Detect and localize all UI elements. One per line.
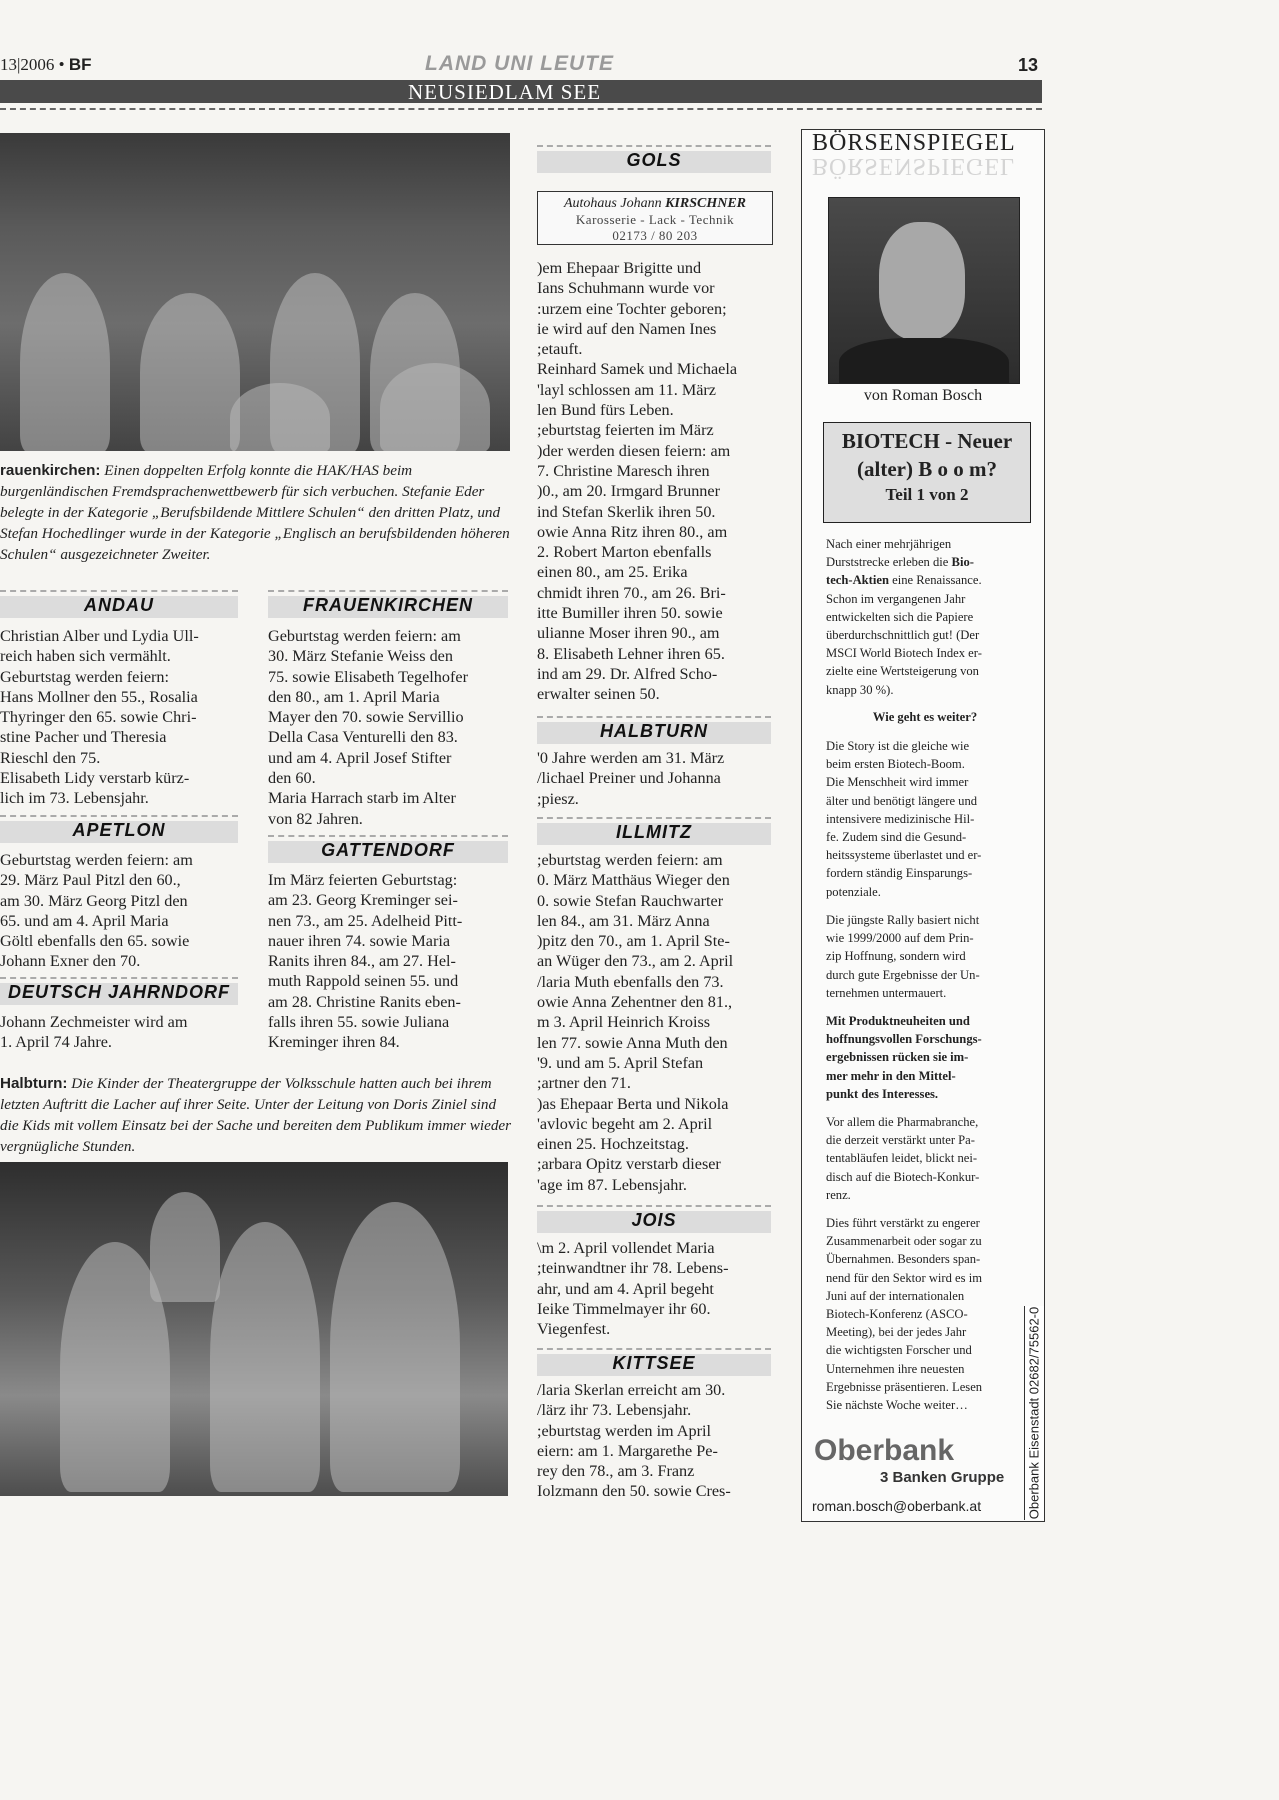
photo-halbturn [0, 1162, 508, 1496]
head-halbturn: HALBTURN [537, 716, 771, 748]
photo-frauenkirchen [0, 133, 510, 451]
text-halbturn: '0 Jahre werden am 31. März /lichael Preiner und Johanna ;piesz. [537, 749, 725, 808]
text-frauenkirchen: Geburtstag werden feiern: am 30. März Stefanie Weiss den 75. sowie Elisabeth Tegelhofer den 80., am 1. April Maria Mayer den 70. sowie Servillio Della Casa Venturelli den 83. und am 4. April Josef Stifter den 60. Maria Harrach starb im Alter von 82 Jahren. [268, 627, 468, 828]
issue-info [0, 55, 92, 75]
text-kittsee: /laria Skerlan erreicht am 30. /lärz ihr 73. Lebensjahr. ;eburtstag werden im April eiern: am 1. Margarethe Pe- rey den 78., am 3. Franz Iolzmann den 50. sowie Cres- [537, 1381, 731, 1501]
boersenspiegel-title-reflection: BÖRSENSPIEGEL [812, 153, 1016, 179]
sidebar-paragraph-5: Vor allem die Pharmabranche, die derzeit verstärkt unter Pa- tentabläufen leidet, blickt nei- disch auf die Biotech-Konkur- renz. [826, 1115, 980, 1202]
head-andau: ANDAU [0, 590, 238, 622]
ad-services: Karosserie - Lack - Technik [575, 212, 735, 227]
author-byline: von Roman Bosch [863, 387, 983, 404]
head-apetlon: APETLON [0, 815, 238, 847]
caption-place: rauenkirchen: [0, 462, 101, 479]
issue-number: 13|2006 [0, 55, 55, 74]
sidebar-paragraph-2: Die Story ist die gleiche wie beim ersten Biotech-Boom. Die Menschheit wird immer älter und benötigt längere und intensivere medizinische Hil- fe. Zudem sind die Gesund- heitssysteme überlastet und er- fordern ständig Einsparungs- potenziale. [826, 739, 982, 899]
article-headline-box [823, 422, 1031, 523]
text-andau: Christian Alber und Lydia Ull- reich haben sich vermählt. Geburtstag werden feiern: Hans Mollner den 55., Rosalia Thyringer den 65. sowie Chri- stine Pacher und Theresia Rieschl den 75. Elisabeth Lidy verstarb kürz- lich im 73. Lebensjahr. [0, 627, 199, 808]
section-title: LAND UNI LEUTE [425, 52, 614, 75]
oberbank-logo: Oberbank [814, 1434, 955, 1467]
sidebar-paragraph-1: Nach einer mehrjährigen Durststrecke erleben die Bio- tech-Aktien eine Renaissance. Schon im vergangenen Jahr entwickelten sich die Papiere überdurchschnittlich gut! (Der MSCI World Biotech Index er- zielte eine Wertsteigerung von knapp 30 %). [826, 537, 982, 697]
text-illmitz: ;eburtstag werden feiern: am 0. März Matthäus Wieger den 0. sowie Stefan Rauchwarter len 84., am 31. März Anna )pitz den 70., am 1. April Ste- an Wüger den 73., am 2. April /laria Muth ebenfalls den 73. owie Anna Zehentner den 81., m 3. April Heinrich Kroiss len 77. sowie Anna Muth den '9. und am 5. April Stefan ;artner den 71. )as Ehepaar Berta und Nikola 'avlovic begeht am 2. April einen 25. Hochzeitstag. ;arbara Opitz verstarb dieser 'age im 87. Lebensjahr. [537, 851, 734, 1194]
head-frauenkirchen: FRAUENKIRCHEN [268, 590, 508, 622]
ad-name: Autohaus Johann KIRSCHNER [563, 196, 747, 211]
caption-halbturn [0, 1073, 515, 1157]
vertical-contact: Oberbank Eisenstadt 02682/75562-0 [1026, 1306, 1042, 1520]
caption-frauenkirchen [0, 460, 515, 565]
sidebar-paragraph-3: Die jüngste Rally basiert nicht wie 1999/2000 auf dem Prin- zip Hoffnung, sondern wird durch gute Ergebnisse der Un- ternehmen untermauert. [826, 913, 980, 1000]
region-title: NEUSIEDLAM SEE [408, 80, 602, 104]
headline-part: Teil 1 von 2 [885, 485, 969, 504]
text-jois: \m 2. April vollendet Maria ;teinwandtner ihr 78. Lebens- ahr, und am 4. April begeht Ieike Timmelmayer ihr 60. Viegenfest. [537, 1239, 729, 1339]
sidebar-paragraph-4: Mit Produktneuheiten und hoffnungsvollen Forschungs- ergebnissen rücken sie im- mer mehr in den Mittel- punkt des Interesses. [826, 1014, 982, 1101]
head-kittsee: KITTSEE [537, 1348, 771, 1380]
head-gattendorf: GATTENDORF [268, 835, 508, 867]
text-deutsch-jahrndorf: Johann Zechmeister wird am 1. April 74 Jahre. [0, 1013, 188, 1052]
headline-line-1: BIOTECH - Neuer [841, 429, 1013, 453]
head-jois: JOIS [537, 1205, 771, 1237]
author-portrait [828, 197, 1020, 384]
caption-text: Die Kinder der Theatergruppe der Volksschule hatten auch bei ihrem letzten Auftritt die Lacher auf ihrer Seite. Unter der Leitung von Doris Ziniel sind die Kids mit vollem Einsatz bei der Sache und bereiten dem Publikum immer wieder vergnügliche Stunden. [0, 1075, 512, 1155]
head-illmitz: ILLMITZ [537, 817, 771, 849]
sidebar-subhead: Wie geht es weiter? [872, 710, 978, 724]
headline-line-2: (alter) B o o m? [857, 457, 997, 481]
caption-text: Einen doppelten Erfolg konnte die HAK/HAS beim burgenländischen Fremdsprachenwettbewerb für sich verbuchen. Stefanie Eder belegte in der Kategorie „Berufsbildende Mittlere Schulen“ den dritten Platz, und Stefan Hochedlinger wurde in der Kategorie „Englisch an berufsbildenden höheren Schulen“ ausgezeichneter Zweiter. [0, 462, 510, 563]
bullet: • [58, 55, 65, 74]
ad-kirschner [537, 191, 773, 245]
page-number: 13 [1018, 55, 1039, 75]
text-gols: )em Ehepaar Brigitte und Ians Schuhmann wurde vor :urzem eine Tochter geboren; ie wird auf den Namen Ines ;etauft. Reinhard Samek und Michaela 'layl schlossen am 11. März len Bund fürs Leben. ;eburtstag feierten im März )der werden diesen feiern: am 7. Christine Maresch ihren )0., am 20. Irmgard Brunner ind Stefan Skerlik ihren 50. owie Anna Ritz ihren 80., am 2. Robert Marton ebenfalls einen 80., am 25. Erika chmidt ihren 70., am 26. Bri- itte Bumiller ihren 50. sowie ulianne Moser ihren 90., am 8. Elisabeth Lehner ihren 65. ind am 29. Dr. Alfred Scho- erwalter seinen 50. [537, 259, 738, 704]
text-gattendorf: Im März feierten Geburtstag: am 23. Georg Kreminger sei- nen 73., am 25. Adelheid Pitt- nauer ihren 74. sowie Maria Ranits ihren 84., am 27. Hel- muth Rappold seinen 55. und am 28. Christine Ranits eben- falls ihren 55. sowie Juliana Kreminger ihren 84. [268, 871, 463, 1052]
sidebar-paragraph-6: Dies führt verstärkt zu engerer Zusammenarbeit oder sogar zu Übernahmen. Besonders span- nend für den Sektor wird es im Juni auf der internationalen Biotech-Konferenz (ASCO- Meeting), bei der jedes Jahr die wichtigsten Forscher und Unternehmen ihre neuesten Ergebnisse präsentieren. Lesen Sie nächste Woche weiter… [826, 1216, 983, 1413]
ad-phone: 02173 / 80 203 [612, 228, 698, 243]
text-apetlon: Geburtstag werden feiern: am 29. März Paul Pitzl den 60., am 30. März Georg Pitzl den 65. und am 4. April Maria Göltl ebenfalls den 65. sowie Johann Exner den 70. [0, 851, 193, 971]
caption-place: Halbturn: [0, 1075, 68, 1092]
author-email[interactable]: roman.bosch@oberbank.at [812, 1498, 982, 1514]
header-divider [0, 108, 1042, 110]
head-deutsch-jahrndorf: DEUTSCH JAHRNDORF [0, 977, 238, 1009]
publication: BF [68, 55, 92, 74]
banken-gruppe: 3 Banken Gruppe [880, 1469, 1005, 1486]
boersenspiegel-title: BÖRSENSPIEGEL [812, 130, 1016, 156]
head-gols: GOLS [537, 145, 771, 177]
